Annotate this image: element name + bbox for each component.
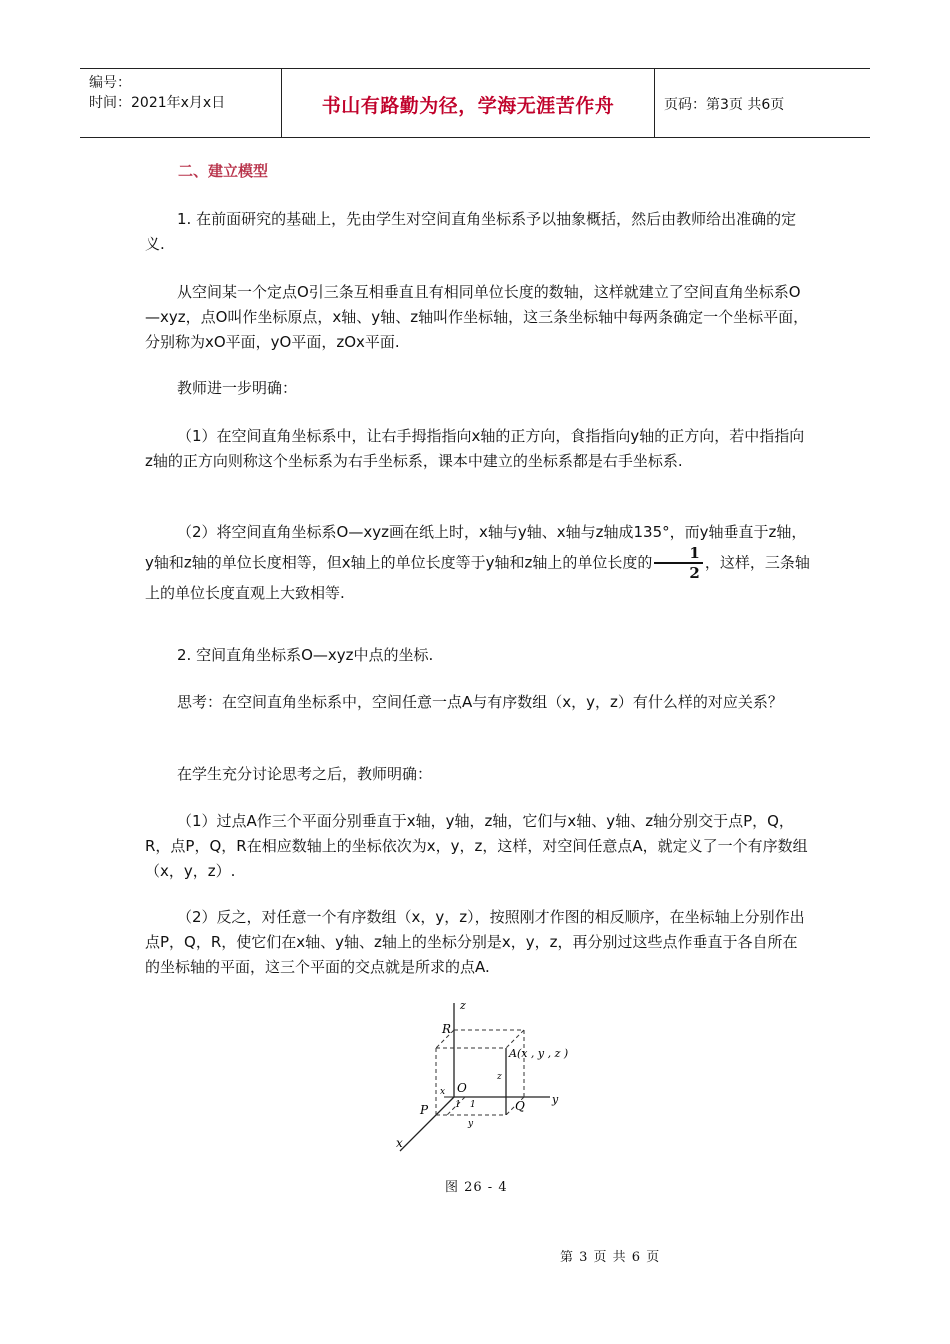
- label-R: R: [442, 1022, 452, 1036]
- header-meta-cell: [80, 69, 282, 137]
- page-header: [80, 68, 870, 138]
- label-A: A(x , y , z ): [509, 1047, 569, 1060]
- paragraph-7: 思考：在空间直角坐标系中，空间任意一点A与有序数组（x，y，z）有什么样的对应关系？: [177, 693, 783, 711]
- fraction-numerator: 1: [654, 545, 702, 564]
- label-P: P: [420, 1103, 429, 1117]
- fraction-one-half: [654, 545, 702, 581]
- paragraph-10: （2）反之，对任意一个有序数组（x，y，z），按照刚才作图的相反顺序，在坐标轴上分别作出点P，Q，R，使它们在x轴、y轴、z轴上的坐标分别是x，y，z，再分别过这些点作垂直于各自所在的坐标轴的平面，这三个平面的交点就是所求的点A.: [145, 908, 805, 976]
- paragraph-8: 在学生充分讨论思考之后，教师明确：: [177, 765, 433, 783]
- label-O: O: [457, 1081, 467, 1095]
- motto: 书山有路勤为径，学海无涯苦作舟: [321, 95, 615, 117]
- section-title: 二、建立模型: [178, 162, 269, 180]
- date-label: 时间：2021年x月x日: [89, 95, 226, 111]
- paragraph-1: 1. 在前面研究的基础上，先由学生对空间直角坐标系予以抽象概括，然后由教师给出准确的定义.: [145, 210, 797, 253]
- label-y-small: y: [468, 1119, 474, 1129]
- label-Q: Q: [515, 1099, 525, 1113]
- serial-label: 编号：: [89, 75, 131, 91]
- label-1a: 1: [455, 1100, 461, 1110]
- paragraph-6: 2. 空间直角坐标系O—xyz中点的坐标.: [177, 646, 434, 664]
- paragraph-5: [145, 520, 810, 606]
- label-1b: 1: [470, 1100, 476, 1110]
- paragraph-5-after: ，这样，三条轴上的单位长度直观上大致相等.: [145, 553, 810, 602]
- page-footer: 第 3 页 共 6 页: [560, 1250, 661, 1265]
- header-motto-cell: [282, 69, 655, 137]
- figure-caption: 图 26 - 4: [445, 1180, 508, 1195]
- coordinate-system-figure: [390, 995, 610, 1160]
- header-page-cell: [655, 69, 870, 137]
- label-z-small: z: [497, 1072, 502, 1082]
- fraction-denominator: 2: [689, 564, 700, 582]
- label-z: z: [460, 999, 466, 1012]
- label-x-small: x: [440, 1087, 446, 1097]
- paragraph-5-before: （2）将空间直角坐标系O—xyz画在纸上时，x轴与y轴、x轴与z轴成135°，而y轴垂直于z轴，y轴和z轴的单位长度相等，但x轴上的单位长度等于y轴和z轴上的单位长度的: [145, 523, 807, 572]
- paragraph-2: 从空间某一个定点O引三条互相垂直且有相同单位长度的数轴，这样就建立了空间直角坐标系O—xyz，点O叫作坐标原点，x轴、y轴、z轴叫作坐标轴，这三条坐标轴中每两条确定一个坐标平面，分别称为xO平面，yO平面，zOx平面.: [145, 283, 809, 351]
- paragraph-4: （1）在空间直角坐标系中，让右手拇指指向x轴的正方向，食指指向y轴的正方向，若中指指向z轴的正方向则称这个坐标系为右手坐标系，课本中建立的坐标系都是右手坐标系.: [145, 427, 805, 470]
- paragraph-9: （1）过点A作三个平面分别垂直于x轴，y轴，z轴，它们与x轴、y轴、z轴分别交于点P，Q，R，点P，Q，R在相应数轴上的坐标依次为x，y，z，这样，对空间任意点A，就定义了一个有序数组（x，y，z）.: [145, 812, 808, 880]
- label-y-axis: y: [552, 1093, 559, 1106]
- page-number-label: 页码：第3页 共6页: [664, 97, 785, 113]
- paragraph-3: 教师进一步明确：: [177, 379, 298, 397]
- label-x-axis: x: [396, 1136, 403, 1150]
